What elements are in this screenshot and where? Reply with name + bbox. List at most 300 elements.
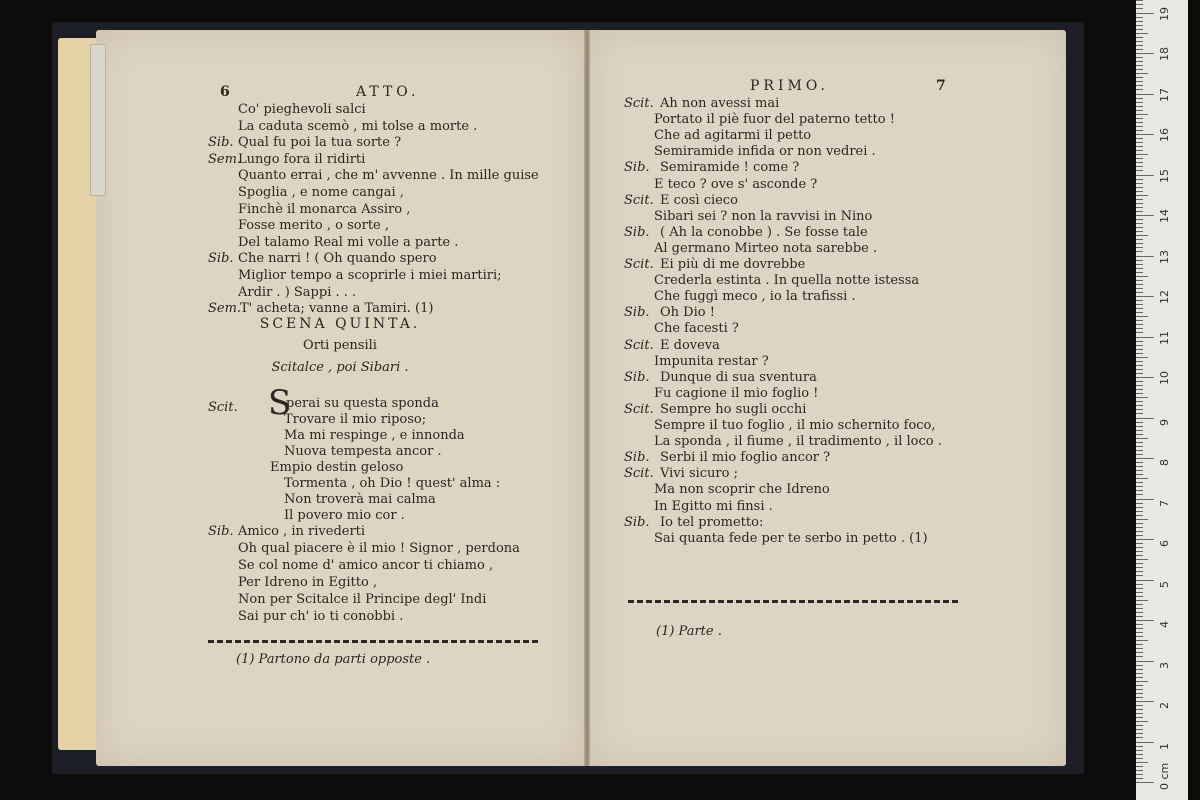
ruler-tick [1136,260,1143,261]
ruler-tick [1136,592,1143,593]
ruler-tick [1136,450,1143,451]
speaker-label: Scit. [624,466,654,482]
verse-line: Sibari sei ? non la ravvisi in Nino [654,208,873,224]
verse-line: Ei più di me dovrebbe [660,257,806,272]
speaker-label: Sem. [208,151,242,167]
ruler-tick [1136,446,1143,447]
aria-line: Tormenta , oh Dio ! quest' alma : [284,476,501,491]
ruler-tick [1136,332,1143,333]
ruler-tick [1136,29,1143,30]
ruler-tick [1136,462,1143,463]
ruler-tick [1136,693,1143,694]
ruler-tick [1136,239,1143,240]
running-head-left: ATTO. [356,84,420,100]
footnote-rule [628,600,958,603]
speaker-label: Scit. [624,257,654,272]
verse-line: Che ad agitarmi il petto [654,128,812,144]
ruler-tick [1136,25,1143,26]
verse-line: Portato il piè fuor del paterno tetto ! [654,112,895,128]
ruler-tick [1136,624,1143,625]
verse-line: E così cieco [660,192,738,208]
ruler-number: 3 [1158,661,1171,669]
ruler-number: 6 [1158,540,1171,547]
ruler-tick [1136,600,1148,601]
ruler-number: 12 [1158,290,1171,304]
ruler-tick [1136,494,1143,495]
ruler-tick [1136,227,1143,228]
verse-line: Se col nome d' amico ancor ti chiamo , [238,558,494,573]
verse-line: Fu cagione il mio foglio ! [654,385,819,401]
drop-cap: S [268,383,292,423]
ruler-tick [1136,742,1154,743]
scene-title: SCENA QUINTA. [259,316,421,332]
speaker-label: Sib. [208,135,234,151]
right-page [590,30,1066,766]
speaker-label: Scit. [624,192,654,208]
ruler-tick [1136,154,1148,155]
ruler-tick [1136,397,1148,398]
verse-line: Al germano Mirteo nota sarebbe . [654,240,878,256]
ruler-tick [1136,199,1143,200]
ruler-tick [1136,215,1154,216]
speaker-label: Sem. [208,301,242,317]
speaker-label: Sib. [624,514,650,530]
ruler-tick [1136,98,1143,99]
ruler-tick [1136,628,1143,629]
page-number-right: 7 [936,78,946,94]
verse-line: Dunque di sua sventura [660,369,817,385]
verse-line: Finchè il monarca Assiro , [238,201,411,217]
ruler-tick [1136,701,1154,702]
ruler-tick [1136,418,1154,419]
speaker-label: Sib. [208,524,234,539]
ruler-tick [1136,503,1143,504]
ruler-number: 2 [1158,702,1171,709]
ruler-tick [1136,409,1143,410]
ruler-tick [1136,361,1143,362]
ruler-tick [1136,166,1143,167]
verse-line: ( Ah la conobbe ) . Se fosse tale [660,224,868,240]
ruler-tick [1136,316,1148,317]
verse-line: Sai pur ch' io ti conobbi . [238,609,404,624]
ruler-tick [1136,89,1143,90]
verse-line: Non per Scitalce il Principe degl' Indi [238,592,487,607]
ruler-tick [1136,499,1154,500]
ruler-number: 1 [1158,742,1171,750]
verse-line: E teco ? ove s' asconde ? [654,176,818,192]
open-book [96,30,1066,766]
verse-line: Sempre il tuo foglio , il mio schernito foco, [654,418,936,433]
ruler-tick [1136,381,1143,382]
ruler-tick [1136,195,1148,196]
footnote-right: (1) Parte . [656,624,722,639]
verse-line: Crederla estinta . In quella notte istessa [654,273,920,289]
ruler-tick [1136,247,1143,248]
verse-line: La sponda , il fiume , il tradimento , il loco . [654,434,942,450]
ruler-tick [1136,272,1143,273]
ruler-tick [1136,37,1143,38]
ruler-number: 4 [1158,621,1171,628]
verse-line: Ah non avessi mai [660,96,780,111]
verse-line: Sempre ho sugli occhi [660,401,807,417]
scene-setting: Orti pensili [303,338,377,353]
ruler-tick [1136,312,1143,313]
ruler-tick [1136,490,1143,491]
ruler-tick [1136,243,1143,244]
ruler-tick [1136,296,1154,297]
ruler-tick [1136,146,1143,147]
verse-line: Quanto errai , che m' avvenne . In mille guise [238,168,539,184]
ruler-tick [1136,466,1143,467]
ruler-tick [1136,377,1154,378]
running-head-right: PRIMO. [750,78,829,94]
verse-line: Qual fu poi la tua sorte ? [238,135,402,151]
ruler-tick [1136,470,1143,471]
ruler-tick [1136,434,1143,435]
ruler-tick [1136,640,1148,641]
ruler-tick [1136,324,1143,325]
verse-line: Fosse merito , o sorte , [238,218,389,234]
ruler-tick [1136,288,1143,289]
ruler-number: 8 [1158,459,1171,466]
aria-line: Empio destin geloso [270,460,404,475]
verse-line: Lungo fora il ridirti [238,151,366,167]
footnote-rule [208,640,538,643]
ruler-tick [1136,207,1143,208]
ruler-tick [1136,341,1143,342]
ruler-tick [1136,256,1154,257]
ruler-tick [1136,571,1143,572]
speaker-label: Sib. [624,160,650,176]
ruler-tick [1136,284,1143,285]
ruler-tick [1136,596,1143,597]
ruler-tick [1136,41,1143,42]
ruler-tick [1136,511,1143,512]
verse-line: Serbi il mio foglio ancor ? [660,450,831,466]
ruler-tick [1136,612,1143,613]
ruler-tick [1136,482,1143,483]
ruler-tick [1136,353,1143,354]
ruler-tick [1136,575,1143,576]
ruler-tick [1136,478,1148,479]
footnote-left: (1) Partono da parti opposte . [236,652,431,667]
ruler-tick [1136,401,1143,402]
page-number-left: 6 [220,84,230,100]
ruler-tick [1136,697,1143,698]
ruler-tick [1136,357,1148,358]
aria-line: Non troverà mai calma [284,492,436,507]
ruler-number: 5 [1158,580,1171,588]
ruler-tick [1136,219,1143,220]
ruler-tick [1136,507,1143,508]
verse-line: Miglior tempo a scoprirle i miei martiri; [238,268,502,283]
ruler-tick [1136,754,1143,755]
ruler-tick [1136,762,1148,763]
ruler-tick [1136,405,1143,406]
speaker-label: Scit. [624,337,654,353]
speaker-label: Sib. [624,224,650,240]
ruler-tick [1136,191,1143,192]
speaker-label: Sib. [624,369,650,385]
ruler-tick [1136,308,1143,309]
verse-line: Sai quanta fede per te serbo in petto . (1) [654,530,928,546]
scale-ruler [1136,0,1188,800]
ruler-tick [1136,426,1143,427]
ruler-number: 19 [1158,6,1171,21]
ruler-tick [1136,486,1143,487]
ruler-tick [1136,17,1143,18]
ruler-tick [1136,782,1154,783]
ruler-tick [1136,373,1143,374]
ruler-tick [1136,203,1143,204]
ruler-tick [1136,713,1143,714]
aria-line: perai su questa sponda [286,396,439,411]
ruler-tick [1136,636,1143,637]
ruler-tick [1136,158,1143,159]
ruler-tick [1136,138,1143,139]
ruler-tick [1136,110,1143,111]
ruler-tick [1136,134,1154,135]
ruler-tick [1136,733,1143,734]
ruler-tick [1136,685,1143,686]
ruler-tick [1136,454,1143,455]
ruler-tick [1136,94,1154,95]
ruler-tick [1136,223,1143,224]
speaker-label: Scit. [208,400,238,415]
ruler-tick [1136,393,1143,394]
ruler-tick [1136,413,1143,414]
ruler-number: 15 [1158,168,1171,183]
ruler-tick [1136,77,1143,78]
speaker-label: Sib. [624,305,650,321]
ruler-tick [1136,304,1143,305]
verse-line: Impunita restar ? [654,353,769,369]
ruler-tick [1136,543,1143,544]
ruler-tick [1136,717,1143,718]
ruler-number: 18 [1158,47,1171,61]
ruler-tick [1136,102,1143,103]
verse-line: Semiramide ! come ? [660,160,800,176]
speaker-label: Sib. [208,251,234,267]
ruler-number: 7 [1158,499,1171,507]
ruler-tick [1136,349,1143,350]
ruler-tick [1136,430,1143,431]
ruler-number: 14 [1158,209,1171,223]
ruler-tick [1136,345,1143,346]
ruler-tick [1136,369,1143,370]
ruler-tick [1136,555,1143,556]
ruler-tick [1136,179,1143,180]
ruler-tick [1136,758,1143,759]
ruler-tick [1136,385,1143,386]
ruler-tick [1136,337,1154,338]
ruler-tick [1136,652,1143,653]
ruler-tick [1136,389,1143,390]
verse-line: T' acheta; vanne a Tamiri. (1) [240,301,434,317]
scene-characters: Scitalce , poi Sibari . [271,360,409,375]
ruler-tick [1136,81,1143,82]
ruler-tick [1136,539,1154,540]
ruler-tick [1136,130,1143,131]
ruler-tick [1136,644,1143,645]
ruler-tick [1136,33,1148,34]
speaker-label: Sib. [624,450,650,466]
verse-line: Ma non scoprir che Idreno [654,482,830,498]
ruler-number: 17 [1158,87,1171,102]
ruler-tick [1136,604,1143,605]
ruler-number: 9 [1158,418,1171,426]
ruler-tick [1136,770,1143,771]
ruler-tick [1136,588,1143,589]
ruler-number: 16 [1158,128,1171,142]
verse-line: In Egitto mi finsi . [654,498,773,514]
ruler-tick [1136,531,1143,532]
verse-line: La caduta scemò , mi tolse a morte . [238,118,478,134]
ruler-tick [1136,527,1143,528]
ruler-tick [1136,709,1143,710]
ruler-tick [1136,122,1143,123]
ruler-tick [1136,73,1148,74]
ruler-tick [1136,0,1143,1]
ruler-tick [1136,365,1143,366]
ruler-tick [1136,251,1143,252]
verse-line: Spoglia , e nome cangai , [238,185,404,200]
ruler-tick [1136,328,1143,329]
ruler-tick [1136,57,1143,58]
ruler-tick [1136,85,1143,86]
ruler-tick [1136,766,1143,767]
verse-line: Semiramide infida or non vedrei . [654,144,876,160]
ruler-tick [1136,729,1143,730]
ruler-tick [1136,142,1143,143]
ruler-tick [1136,280,1143,281]
ruler-tick [1136,750,1143,751]
ruler-tick [1136,705,1143,706]
verse-line: Amico , in rivederti [238,524,366,539]
ruler-tick [1136,774,1143,775]
ruler-tick [1136,438,1148,439]
ruler-tick [1136,681,1148,682]
ruler-tick [1136,69,1143,70]
ruler-tick [1136,106,1143,107]
ruler-tick [1136,721,1148,722]
verse-line: Del talamo Real mi volle a parte . [238,234,459,250]
ruler-tick [1136,523,1143,524]
verse-line: Che fuggì meco , io la trafissi . [654,289,856,305]
ruler-tick [1136,661,1154,662]
ruler-tick [1136,118,1143,119]
ruler-tick [1136,677,1143,678]
ruler-tick [1136,519,1148,520]
ruler-tick [1136,268,1143,269]
ruler-tick [1136,183,1143,184]
ruler-tick [1136,150,1143,151]
ruler-tick [1136,648,1143,649]
verse-line: Vivi sicuro ; [660,466,738,482]
verse-line: Per Idreno in Egitto , [238,575,378,590]
ruler-tick [1136,535,1143,536]
ruler-tick [1136,442,1143,443]
ruler-tick [1136,567,1143,568]
ruler-tick [1136,547,1143,548]
ruler-tick [1136,422,1143,423]
aria-line: Nuova tempesta ancor . [284,444,442,459]
ruler-tick [1136,45,1143,46]
ruler-tick [1136,746,1143,747]
ruler-tick [1136,4,1143,5]
ruler-tick [1136,211,1143,212]
ruler-number: 13 [1158,249,1171,264]
ruler-tick [1136,584,1143,585]
ruler-tick [1136,300,1143,301]
ruler-tick [1136,725,1143,726]
ruler-tick [1136,632,1143,633]
speaker-label: Scit. [624,401,654,417]
speaker-label: Scit. [624,96,654,111]
ruler-tick [1136,580,1154,581]
ruler-tick [1136,114,1148,115]
verse-line: Io tel prometto: [660,514,764,530]
verse-line: E doveva [660,337,720,353]
ruler-label: 0 cm [1158,762,1171,790]
ruler-tick [1136,276,1148,277]
ruler-tick [1136,689,1143,690]
ruler-tick [1136,563,1143,564]
ruler-tick [1136,320,1143,321]
ruler-tick [1136,13,1154,14]
ruler-tick [1136,669,1143,670]
ruler-tick [1136,292,1143,293]
ruler-tick [1136,187,1143,188]
ruler-tick [1136,474,1143,475]
ruler-tick [1136,8,1143,9]
verse-line: Co' pieghevoli salci [238,102,366,117]
ruler-tick [1136,170,1143,171]
ruler-tick [1136,175,1154,176]
verse-line: Che narri ! ( Oh quando spero [238,251,437,267]
ruler-tick [1136,620,1154,621]
ruler-tick [1136,61,1143,62]
ruler-number: 10 [1158,371,1171,385]
aria-line: Trovare il mio riposo; [284,412,427,427]
ruler-tick [1136,616,1143,617]
ruler-tick [1136,235,1148,236]
ruler-tick [1136,231,1143,232]
ruler-number: 11 [1158,330,1171,345]
ruler-tick [1136,162,1143,163]
verse-line: Oh qual piacere è il mio ! Signor , perdona [238,541,520,556]
ruler-tick [1136,551,1143,552]
ruler-tick [1136,515,1143,516]
ruler-tick [1136,608,1143,609]
ruler-tick [1136,264,1143,265]
ruler-tick [1136,673,1143,674]
verse-line: Ardir . ) Sappi . . . [238,284,357,300]
ruler-tick [1136,53,1154,54]
ruler-tick [1136,49,1143,50]
ruler-tick [1136,656,1143,657]
ruler-tick [1136,458,1154,459]
aria-line: Il povero mio cor . [284,508,405,523]
aria-line: Ma mi respinge , e innonda [284,428,465,443]
ruler-tick [1136,21,1143,22]
left-page [96,30,584,766]
verse-line: Oh Dio ! [660,305,715,321]
verse-line: Che facesti ? [654,321,739,337]
paper-tab [90,44,106,196]
ruler-tick [1136,737,1143,738]
ruler-tick [1136,778,1143,779]
